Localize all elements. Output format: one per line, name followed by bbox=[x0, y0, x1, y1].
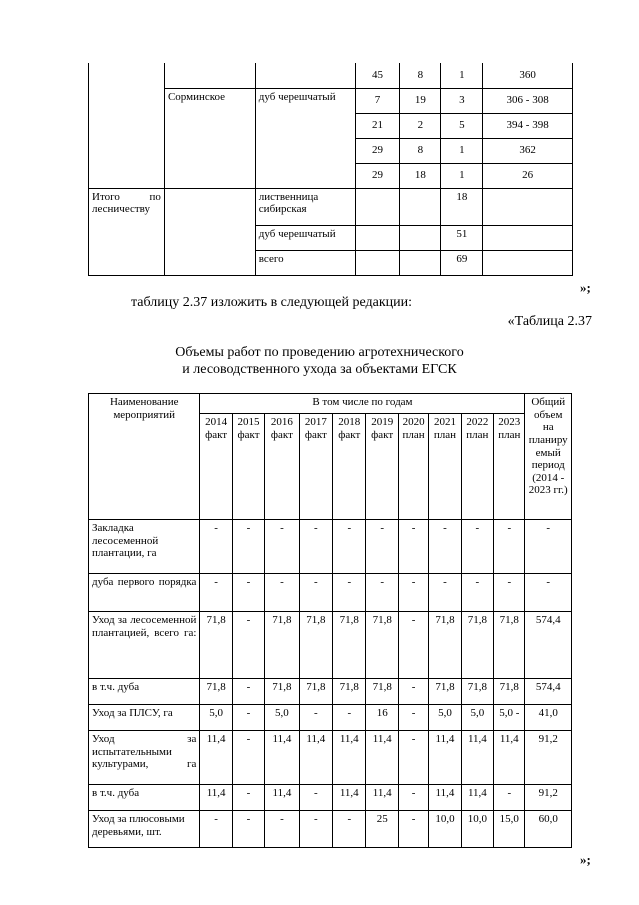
total-cell: 91,2 bbox=[525, 731, 572, 785]
value-cell: 11,4 bbox=[265, 731, 299, 785]
total-cell: 91,2 bbox=[525, 785, 572, 811]
value-cell: - bbox=[398, 811, 428, 848]
forestry-name-cell: Сорминское bbox=[164, 88, 255, 188]
value-cell: - bbox=[200, 520, 232, 574]
species-cell: дуб черешчатый bbox=[255, 88, 355, 188]
table-cell: 1 bbox=[441, 138, 483, 163]
value-cell: - bbox=[265, 811, 299, 848]
value-cell: - bbox=[429, 520, 461, 574]
table-cell bbox=[483, 250, 573, 275]
header-year-2022 bbox=[461, 414, 493, 520]
table-row bbox=[89, 731, 572, 785]
table-cell: 18 bbox=[441, 188, 483, 225]
species-cell: дуб черешчатый bbox=[255, 225, 355, 250]
table-row bbox=[89, 679, 572, 705]
year-label: 2023 bbox=[498, 416, 521, 428]
value-cell: - bbox=[461, 574, 493, 612]
value-cell: 11,4 bbox=[366, 731, 398, 785]
table-cell bbox=[164, 188, 255, 275]
year-label: 2019 bbox=[371, 416, 394, 428]
table-cell: 5 bbox=[441, 113, 483, 138]
header-year-2018 bbox=[333, 414, 366, 520]
value-cell: - bbox=[299, 520, 332, 574]
total-cell: 574,4 bbox=[525, 679, 572, 705]
value-cell: 25 bbox=[366, 811, 398, 848]
value-cell: 11,4 bbox=[494, 731, 525, 785]
value-cell: 71,8 bbox=[200, 679, 232, 705]
activity-name-cell: Уход за лесосеменной плантацией, всего га: bbox=[89, 612, 200, 679]
value-cell: - bbox=[398, 679, 428, 705]
previous-table bbox=[88, 63, 573, 276]
table-cell: 306 - 308 bbox=[483, 88, 573, 113]
activity-name-cell: Закладка лесосеменной плантации, га bbox=[89, 520, 200, 574]
value-cell: - bbox=[429, 574, 461, 612]
value-cell: 71,8 bbox=[366, 612, 398, 679]
value-cell: - bbox=[333, 574, 366, 612]
table-cell: 8 bbox=[400, 63, 441, 88]
value-cell: - bbox=[265, 520, 299, 574]
year-kind-label: факт bbox=[237, 428, 260, 441]
table-cell bbox=[400, 250, 441, 275]
value-cell: - bbox=[494, 574, 525, 612]
value-cell: 11,4 bbox=[366, 785, 398, 811]
value-cell: - bbox=[299, 811, 332, 848]
table-header-row bbox=[89, 394, 572, 414]
table-cell bbox=[89, 63, 165, 188]
table-cell: 1 bbox=[441, 163, 483, 188]
table-row bbox=[89, 63, 573, 88]
value-cell: - bbox=[299, 785, 332, 811]
species-cell: лиственница сибирская bbox=[255, 188, 355, 225]
table-row bbox=[89, 520, 572, 574]
activity-name-cell: Уход за испытательными культурами, га bbox=[89, 731, 200, 785]
table-cell bbox=[255, 63, 355, 88]
value-cell: - bbox=[232, 612, 264, 679]
value-cell: 11,4 bbox=[461, 785, 493, 811]
table-cell: 29 bbox=[355, 163, 400, 188]
header-activity: Наименование мероприятий bbox=[89, 394, 200, 520]
header-year-2019 bbox=[366, 414, 398, 520]
year-kind-label: план bbox=[433, 428, 457, 441]
table-row bbox=[89, 785, 572, 811]
value-cell: - bbox=[398, 705, 428, 731]
table-cell bbox=[355, 225, 400, 250]
header-year-2023 bbox=[494, 414, 525, 520]
value-cell: - bbox=[232, 520, 264, 574]
value-cell: - bbox=[398, 520, 428, 574]
value-cell: - bbox=[494, 520, 525, 574]
value-cell: 71,8 bbox=[200, 612, 232, 679]
closing-quote-mark: »; bbox=[580, 852, 591, 867]
value-cell: - bbox=[232, 731, 264, 785]
year-label: 2020 bbox=[402, 416, 425, 428]
value-cell: 5,0 bbox=[461, 705, 493, 731]
value-cell: 10,0 bbox=[461, 811, 493, 848]
table-cell: 2 bbox=[400, 113, 441, 138]
value-cell: 71,8 bbox=[265, 679, 299, 705]
activity-name-cell: дуба первого порядка bbox=[89, 574, 200, 612]
closing-quote-mark: »; bbox=[580, 280, 591, 295]
year-label: 2017 bbox=[304, 416, 327, 428]
year-label: 2014 bbox=[205, 416, 228, 428]
value-cell: 11,4 bbox=[333, 785, 366, 811]
value-cell: - bbox=[299, 574, 332, 612]
table-cell bbox=[400, 225, 441, 250]
activity-name-cell: Уход за ПЛСУ, га bbox=[89, 705, 200, 731]
value-cell: - bbox=[232, 574, 264, 612]
value-cell: 10,0 bbox=[429, 811, 461, 848]
value-cell: - bbox=[200, 811, 232, 848]
value-cell: - bbox=[299, 705, 332, 731]
year-kind-label: план bbox=[498, 428, 521, 441]
year-label: 2018 bbox=[338, 416, 361, 428]
header-year-2014 bbox=[200, 414, 232, 520]
value-cell: - bbox=[494, 785, 525, 811]
value-cell: 71,8 bbox=[299, 679, 332, 705]
table-row bbox=[89, 705, 572, 731]
value-cell: 11,4 bbox=[265, 785, 299, 811]
value-cell: 11,4 bbox=[461, 731, 493, 785]
year-kind-label: план bbox=[466, 428, 489, 441]
value-cell: 11,4 bbox=[299, 731, 332, 785]
table-reference: «Таблица 2.37 bbox=[507, 314, 592, 329]
value-cell: - bbox=[333, 811, 366, 848]
species-cell: всего bbox=[255, 250, 355, 275]
activity-name-cell: в т.ч. дуба bbox=[89, 785, 200, 811]
value-cell: 5,0 bbox=[429, 705, 461, 731]
instruction-text: таблицу 2.37 изложить в следующей редакции: bbox=[131, 295, 413, 310]
table-row bbox=[89, 612, 572, 679]
table-cell bbox=[164, 63, 255, 88]
table-cell: 360 bbox=[483, 63, 573, 88]
activity-name-cell: Уход за плюсовыми деревьями, шт. bbox=[89, 811, 200, 848]
value-cell: 11,4 bbox=[429, 731, 461, 785]
table-cell bbox=[400, 188, 441, 225]
total-cell: - bbox=[525, 574, 572, 612]
total-label-cell: Итого по лесничеству bbox=[89, 188, 165, 275]
value-cell: 15,0 bbox=[494, 811, 525, 848]
value-cell: 71,8 bbox=[333, 679, 366, 705]
value-cell: - bbox=[232, 705, 264, 731]
table-cell bbox=[483, 225, 573, 250]
value-cell: 5,0 bbox=[200, 705, 232, 731]
header-year-2017 bbox=[299, 414, 332, 520]
value-cell: - bbox=[232, 785, 264, 811]
value-cell: 71,8 bbox=[429, 612, 461, 679]
table-cell: 3 bbox=[441, 88, 483, 113]
value-cell: - bbox=[398, 612, 428, 679]
header-year-2015 bbox=[232, 414, 264, 520]
value-cell: - bbox=[366, 520, 398, 574]
activity-name-cell: в т.ч. дуба bbox=[89, 679, 200, 705]
table-row bbox=[89, 574, 572, 612]
value-cell: - bbox=[461, 520, 493, 574]
value-cell: 71,8 bbox=[366, 679, 398, 705]
table-cell: 21 bbox=[355, 113, 400, 138]
value-cell: 5,0 - bbox=[494, 705, 525, 731]
table-row bbox=[89, 811, 572, 848]
work-volume-table bbox=[88, 393, 572, 848]
table-cell: 8 bbox=[400, 138, 441, 163]
table-cell bbox=[483, 188, 573, 225]
value-cell: 11,4 bbox=[429, 785, 461, 811]
header-year-2020 bbox=[398, 414, 428, 520]
table-cell bbox=[355, 250, 400, 275]
table-cell: 7 bbox=[355, 88, 400, 113]
total-cell: 41,0 bbox=[525, 705, 572, 731]
year-label: 2016 bbox=[270, 416, 293, 428]
header-total: Общий объем на планиру емый период (2014 - 2023 гг.) bbox=[525, 394, 572, 520]
header-year-2021 bbox=[429, 414, 461, 520]
table-cell: 394 - 398 bbox=[483, 113, 573, 138]
value-cell: 71,8 bbox=[333, 612, 366, 679]
value-cell: 71,8 bbox=[461, 679, 493, 705]
value-cell: 71,8 bbox=[265, 612, 299, 679]
table-cell: 51 bbox=[441, 225, 483, 250]
table-title-line-1: Объемы работ по проведению агротехнического bbox=[175, 345, 464, 360]
total-cell: 574,4 bbox=[525, 612, 572, 679]
value-cell: - bbox=[398, 574, 428, 612]
header-year-2016 bbox=[265, 414, 299, 520]
year-kind-label: факт bbox=[205, 428, 228, 441]
value-cell: 71,8 bbox=[461, 612, 493, 679]
table-row bbox=[89, 188, 573, 225]
year-kind-label: факт bbox=[270, 428, 293, 441]
year-label: 2022 bbox=[466, 416, 489, 428]
value-cell: - bbox=[333, 520, 366, 574]
year-label: 2015 bbox=[237, 416, 260, 428]
table-cell: 1 bbox=[441, 63, 483, 88]
table-title-line-2: и лесоводственного ухода за объектами ЕГСК bbox=[182, 362, 457, 377]
value-cell: - bbox=[232, 679, 264, 705]
table-cell: 362 bbox=[483, 138, 573, 163]
value-cell: - bbox=[366, 574, 398, 612]
value-cell: 71,8 bbox=[494, 679, 525, 705]
year-kind-label: план bbox=[402, 428, 425, 441]
header-years-group: В том числе по годам bbox=[200, 394, 525, 414]
value-cell: 11,4 bbox=[333, 731, 366, 785]
value-cell: 71,8 bbox=[299, 612, 332, 679]
table-cell bbox=[355, 188, 400, 225]
year-kind-label: факт bbox=[304, 428, 327, 441]
value-cell: - bbox=[333, 705, 366, 731]
value-cell: 5,0 bbox=[265, 705, 299, 731]
table-cell: 18 bbox=[400, 163, 441, 188]
value-cell: 71,8 bbox=[429, 679, 461, 705]
total-cell: 60,0 bbox=[525, 811, 572, 848]
year-label: 2021 bbox=[433, 416, 456, 428]
table-cell: 69 bbox=[441, 250, 483, 275]
value-cell: - bbox=[265, 574, 299, 612]
value-cell: - bbox=[398, 785, 428, 811]
value-cell: - bbox=[200, 574, 232, 612]
value-cell: 71,8 bbox=[494, 612, 525, 679]
value-cell: 11,4 bbox=[200, 785, 232, 811]
value-cell: - bbox=[232, 811, 264, 848]
total-cell: - bbox=[525, 520, 572, 574]
table-cell: 26 bbox=[483, 163, 573, 188]
value-cell: 11,4 bbox=[200, 731, 232, 785]
value-cell: 16 bbox=[366, 705, 398, 731]
table-cell: 19 bbox=[400, 88, 441, 113]
value-cell: - bbox=[398, 731, 428, 785]
year-kind-label: факт bbox=[371, 428, 394, 441]
table-cell: 45 bbox=[355, 63, 400, 88]
table-cell: 29 bbox=[355, 138, 400, 163]
year-kind-label: факт bbox=[338, 428, 361, 441]
